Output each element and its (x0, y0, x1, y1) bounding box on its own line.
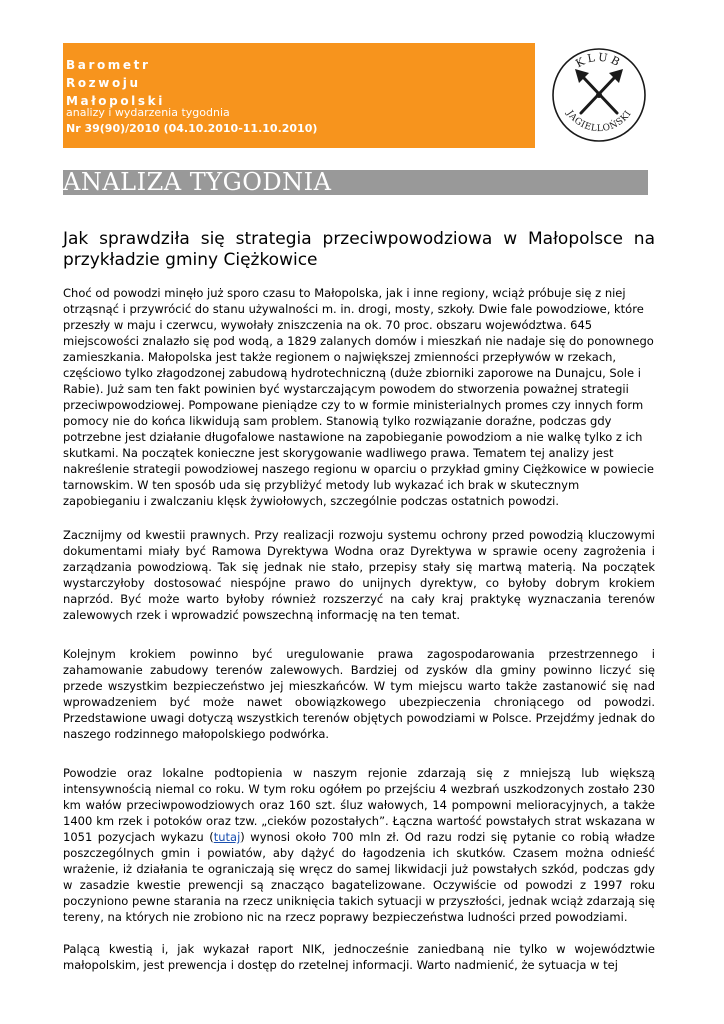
logo-text-bottom: JAGIELLOŃSKI (564, 109, 634, 135)
paragraph-5: Palącą kwestią i, jak wykazał raport NIK, jednocześnie zaniedbaną nie tylko w województwie małopolskim, jest prewencja i dostęp do rzetelnej informacji. Warto nadmienić, że sytuacja w tej (63, 942, 655, 972)
wykaz-link[interactable]: tutaj (213, 830, 241, 844)
paragraph-1: Choć od powodzi minęło już sporo czasu to Małopolska, jak i inne regiony, wciąż próbuje się z niej otrząsnąć i przywrócić do stanu używalności m. in. drogi, mosty, szkoły. Dwie fale powodziowe, które przeszły w maju i czerwcu, wywołały zniszczenia na ok. 70 proc. obszaru województwa. 645 miejscowości znalazło się pod wodą, a 1829 zalanych domów i mieszkań nie nadaje się do ponownego zamieszkania. Małopolska jest także regionem o największej zmienności przepływów w rzekach, częściowo tylko złagodzonej zabudową hydrotechniczną (duże zbiorniki zaporowe na Dunajcu, Sole i Rabie). Już sam ten fakt powinien być wystarczającym powodem do stworzenia poważnej strategii przeciwpowodziowej. Pompowane pieniądze czy to w formie ministerialnych promes czy innych form pomocy nie do końca likwidują sam problem. Stanowią tylko rozwiązanie doraźne, podczas gdy potrzebne jest działanie długofalowe nastawione na zapobieganie powodziom a nie walkę tylko z ich skutkami. Na początek konieczne jest skorygowanie wadliwego prawa. Tematem tej analizy jest nakreślenie strategii powodziowej naszego regionu w oparciu o przykład gminy Ciężkowice w powiecie tarnowskim. W ten sposób uda się przybliżyć metody lub wykazać ich brak w skutecznym zapobieganiu i zwalczaniu klęsk żywiołowych, szczególnie podczas ostatnich powodzi. (63, 286, 654, 508)
issue-number: Nr 39(90)/2010 (04.10.2010-11.10.2010) (66, 122, 318, 135)
klub-jagiellonski-logo (535, 43, 663, 148)
section-banner (63, 170, 648, 195)
paragraph-3: Kolejnym krokiem powinno być uregulowanie prawa zagospodarowania przestrzennego i zahamowanie zabudowy terenów zalewowych. Bardziej od zysków dla gminy powinno liczyć się przede wszystkim bezpieczeństwo jej mieszkańców. W tym miejscu warto także zastanowić się nad wprowadzeniem być może nawet obowiązkowego ubezpieczenia chroniącego od powodzi. Przedstawione uwagi dotyczą wszystkich terenów objętych powodziami w Polsce. Przejdźmy jednak do naszego rodzinnego małopolskiego podwórka. (63, 647, 655, 741)
brand-line-2: Rozwoju (66, 76, 141, 90)
paragraph-4-text-b: ) wynosi około 700 mln zł. Od razu rodzi się pytanie co robią władze poszczególnych gmin i powiatów, aby dążyć do łagodzenia ich skutków. Czasem można odnieść wrażenie, iż działania te ograniczają się wręcz do samej likwidacji już powstałych szkód, podczas gdy w zasadzie kwestie prewencji są znacząco bagatelizowane. Oczywiście od powodzi z 1997 roku poczyniono pewne starania na rzecz uniknięcia takich sytuacji w przyszłości, jednak wciąż zdarzają się tereny, na których nie zrobiono nic na rzecz poprawy bezpieczeństwa ludności przed powodziami. (63, 830, 655, 924)
section-title: ANALIZA TYGODNIA (63, 168, 332, 196)
svg-text:JAGIELLOŃSKI (564, 108, 634, 134)
paragraph-4 (63, 765, 655, 925)
brand-title (66, 56, 165, 110)
logo-emblem-icon (535, 43, 663, 148)
paragraph-4-text-a: Powodzie oraz lokalne podtopienia w naszym rejonie zdarzają się z mniejszą lub większą intensywnością niemal co roku. W tym roku ogółem po przejściu 4 wezbrań uszkodzonych zostało 230 km wałów przeciwpowodziowych oraz 160 szt. śluz wałowych, 14 pompowni melioracyjnych, a także 1400 km rzek i potoków oraz tzw. „cieków pozostałych”. Łączna wartość powstałych strat wskazana w 1051 pozycjach wykazu ( (63, 766, 655, 844)
logo-text-top: KLUB (573, 50, 625, 71)
svg-text:KLUB (573, 51, 624, 71)
brand-line-1: Barometr (66, 58, 151, 72)
brand-subtitle: analizy i wydarzenia tygodnia (66, 106, 230, 119)
article-title: Jak sprawdziła się strategia przeciwpowodziowa w Małopolsce na przykładzie gminy Ciężkowice (63, 229, 655, 270)
brand-line-3: Małopolski (66, 94, 165, 108)
paragraph-2: Zacznijmy od kwestii prawnych. Przy realizacji rozwoju systemu ochrony przed powodzią kluczowymi dokumentami miały być Ramowa Dyrektywa Wodna oraz Dyrektywa w sprawie oceny zagrożenia i zarządzania powodziową. Tak się jednak nie stało, przepisy stały się martwą materią. Na początek wystarczyłoby dostosować niespójne prawo do unijnych dyrektyw, co byłoby dobrym krokiem naprzód. Być może warto byłoby również rozszerzyć na cały kraj praktykę wyznaczania terenów zalewowych rzek i wprowadzić powszechną informację na ten temat. (63, 528, 655, 622)
